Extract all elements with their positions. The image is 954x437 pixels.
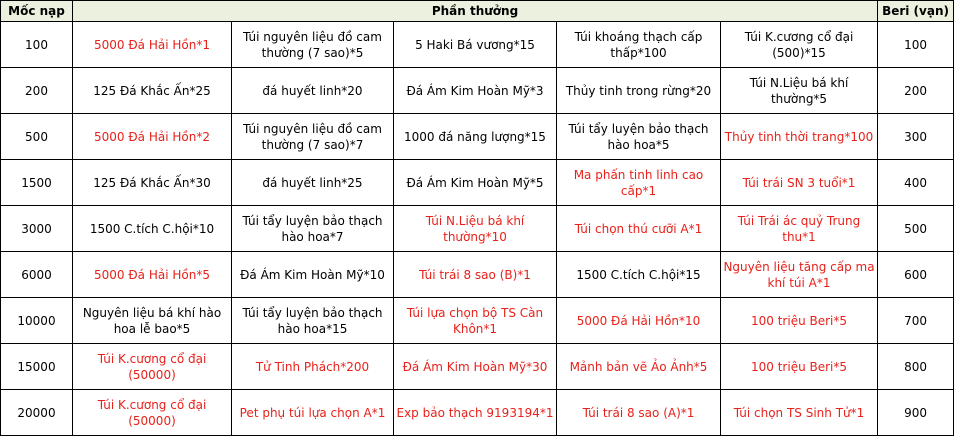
table-row bbox=[1, 206, 954, 252]
reward-cell: Ma phấn tinh linh cao cấp*1 bbox=[557, 160, 721, 206]
header-phan-thuong: Phần thưởng bbox=[73, 1, 878, 22]
beri-cell: 300 bbox=[878, 114, 954, 160]
reward-cell: Túi chọn thú cưỡi A*1 bbox=[557, 206, 721, 252]
beri-cell: 900 bbox=[878, 390, 954, 436]
reward-cell: Exp bảo thạch 9193194*1 bbox=[394, 390, 557, 436]
reward-cell: Túi trái 8 sao (A)*1 bbox=[557, 390, 721, 436]
beri-cell: 400 bbox=[878, 160, 954, 206]
reward-cell: 5 Haki Bá vương*15 bbox=[394, 22, 557, 68]
reward-cell: Đá Ám Kim Hoàn Mỹ*5 bbox=[394, 160, 557, 206]
reward-cell: Túi N.Liệu bá khí thường*5 bbox=[721, 68, 878, 114]
reward-cell: Pet phụ túi lựa chọn A*1 bbox=[232, 390, 394, 436]
moc-nap-cell: 500 bbox=[1, 114, 73, 160]
table-row bbox=[1, 22, 954, 68]
table-row bbox=[1, 344, 954, 390]
table-row bbox=[1, 298, 954, 344]
reward-cell: Túi khoáng thạch cấp thấp*100 bbox=[557, 22, 721, 68]
moc-nap-cell: 6000 bbox=[1, 252, 73, 298]
beri-cell: 700 bbox=[878, 298, 954, 344]
table-row bbox=[1, 252, 954, 298]
reward-cell: 5000 Đá Hải Hồn*1 bbox=[73, 22, 232, 68]
reward-cell: 125 Đá Khắc Ấn*25 bbox=[73, 68, 232, 114]
table-body bbox=[1, 22, 954, 436]
reward-cell: Túi nguyên liệu đồ cam thường (7 sao)*5 bbox=[232, 22, 394, 68]
moc-nap-cell: 200 bbox=[1, 68, 73, 114]
moc-nap-cell: 3000 bbox=[1, 206, 73, 252]
reward-cell: Túi Trái ác quỷ Trung thu*1 bbox=[721, 206, 878, 252]
reward-cell: Tử Tinh Phách*200 bbox=[232, 344, 394, 390]
reward-cell: 100 triệu Beri*5 bbox=[721, 344, 878, 390]
reward-cell: 1500 C.tích C.hội*15 bbox=[557, 252, 721, 298]
reward-cell: đá huyết linh*25 bbox=[232, 160, 394, 206]
beri-cell: 800 bbox=[878, 344, 954, 390]
reward-cell: 5000 Đá Hải Hồn*2 bbox=[73, 114, 232, 160]
reward-cell: 125 Đá Khắc Ấn*30 bbox=[73, 160, 232, 206]
table-row bbox=[1, 390, 954, 436]
moc-nap-cell: 10000 bbox=[1, 298, 73, 344]
moc-nap-cell: 100 bbox=[1, 22, 73, 68]
reward-cell: Đá Ám Kim Hoàn Mỹ*10 bbox=[232, 252, 394, 298]
beri-cell: 100 bbox=[878, 22, 954, 68]
reward-cell: Túi N.Liệu bá khí thường*10 bbox=[394, 206, 557, 252]
reward-cell: Túi K.cương cổ đại (50000) bbox=[73, 344, 232, 390]
reward-cell: Túi chọn TS Sinh Tử*1 bbox=[721, 390, 878, 436]
reward-cell: 5000 Đá Hải Hồn*10 bbox=[557, 298, 721, 344]
reward-cell: Túi trái 8 sao (B)*1 bbox=[394, 252, 557, 298]
reward-cell: Nguyên liệu bá khí hào hoa lễ bao*5 bbox=[73, 298, 232, 344]
reward-cell: Túi tẩy luyện bảo thạch hào hoa*15 bbox=[232, 298, 394, 344]
reward-cell: Mảnh bản vẽ Ảo Ảnh*5 bbox=[557, 344, 721, 390]
reward-cell: Đá Ám Kim Hoàn Mỹ*3 bbox=[394, 68, 557, 114]
reward-cell: 5000 Đá Hải Hồn*5 bbox=[73, 252, 232, 298]
reward-cell: Đá Ám Kim Hoàn Mỹ*30 bbox=[394, 344, 557, 390]
reward-cell: Thủy tinh thời trang*100 bbox=[721, 114, 878, 160]
moc-nap-cell: 1500 bbox=[1, 160, 73, 206]
reward-cell: Túi tẩy luyện bảo thạch hào hoa*7 bbox=[232, 206, 394, 252]
beri-cell: 600 bbox=[878, 252, 954, 298]
beri-cell: 500 bbox=[878, 206, 954, 252]
beri-cell: 200 bbox=[878, 68, 954, 114]
header-beri: Beri (vạn) bbox=[878, 1, 954, 22]
reward-cell: Nguyên liệu tăng cấp ma khí túi A*1 bbox=[721, 252, 878, 298]
reward-cell: Túi K.cương cổ đại (500)*15 bbox=[721, 22, 878, 68]
reward-cell: Túi tẩy luyện bảo thạch hào hoa*5 bbox=[557, 114, 721, 160]
reward-cell: 1000 đá năng lượng*15 bbox=[394, 114, 557, 160]
reward-cell: Túi lựa chọn bộ TS Càn Khôn*1 bbox=[394, 298, 557, 344]
header-row bbox=[1, 1, 954, 22]
reward-cell: 1500 C.tích C.hội*10 bbox=[73, 206, 232, 252]
reward-cell: Túi K.cương cổ đại (50000) bbox=[73, 390, 232, 436]
table-row bbox=[1, 68, 954, 114]
reward-cell: Túi trái SN 3 tuổi*1 bbox=[721, 160, 878, 206]
table-row bbox=[1, 114, 954, 160]
table-row bbox=[1, 160, 954, 206]
reward-cell: Túi nguyên liệu đồ cam thường (7 sao)*7 bbox=[232, 114, 394, 160]
reward-cell: đá huyết linh*20 bbox=[232, 68, 394, 114]
reward-cell: Thủy tinh trong rừng*20 bbox=[557, 68, 721, 114]
moc-nap-cell: 15000 bbox=[1, 344, 73, 390]
header-moc-nap: Mốc nạp bbox=[1, 1, 73, 22]
reward-cell: 100 triệu Beri*5 bbox=[721, 298, 878, 344]
moc-nap-cell: 20000 bbox=[1, 390, 73, 436]
